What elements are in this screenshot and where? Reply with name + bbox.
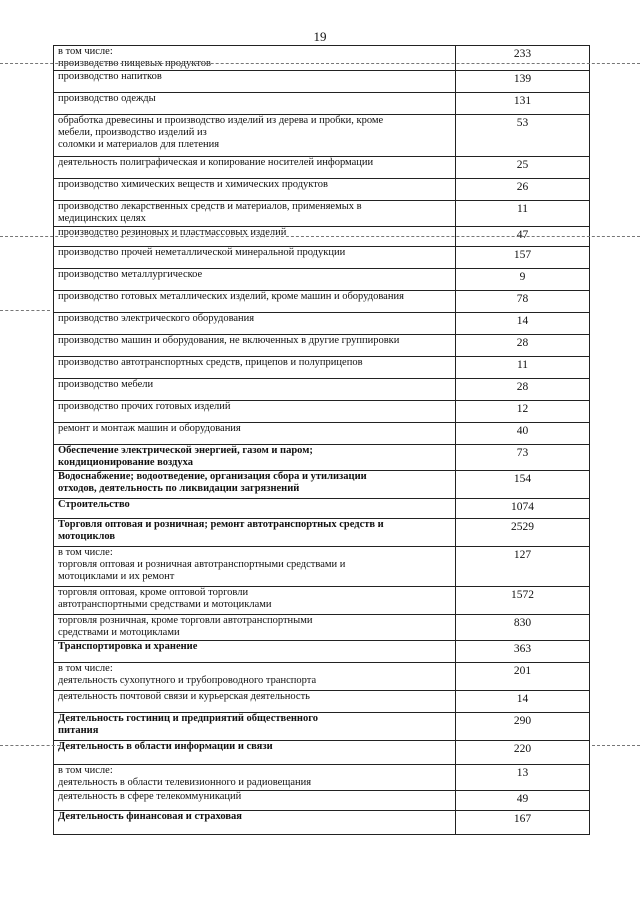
label-line: деятельность в сфере телекоммуникаций bbox=[58, 791, 242, 802]
row-label bbox=[54, 691, 456, 713]
label-line: кондиционирование воздуха bbox=[58, 457, 193, 468]
label-line: производство машин и оборудования, не включенных в другие группировки bbox=[58, 335, 400, 346]
table-row bbox=[54, 811, 590, 835]
label-line: Строительство bbox=[58, 499, 130, 510]
label-line: мебели, производство изделий из bbox=[58, 127, 207, 138]
row-label bbox=[54, 157, 456, 179]
label-line: в том числе: bbox=[58, 765, 113, 776]
table-row bbox=[54, 291, 590, 313]
table-row bbox=[54, 93, 590, 115]
label-line: питания bbox=[58, 725, 99, 736]
label-line: деятельность в области телевизионного и радиовещания bbox=[58, 777, 312, 788]
label-line: производство напитков bbox=[58, 71, 162, 82]
row-value: 167 bbox=[456, 811, 590, 835]
table-row bbox=[54, 615, 590, 641]
table-row bbox=[54, 401, 590, 423]
label-line: ремонт и монтаж машин и оборудования bbox=[58, 423, 241, 434]
row-label bbox=[54, 641, 456, 663]
row-label bbox=[54, 179, 456, 201]
page-number: 19 bbox=[313, 29, 327, 44]
row-value: 363 bbox=[456, 641, 590, 663]
row-value: 78 bbox=[456, 291, 590, 313]
label-line: соломки и материалов для плетения bbox=[58, 139, 220, 150]
label-line: деятельность почтовой связи и курьерская деятельность bbox=[58, 691, 310, 702]
row-value: 127 bbox=[456, 547, 590, 587]
label-line: Водоснабжение; водоотведение, организация сбора и утилизации bbox=[58, 471, 367, 482]
statistics-table bbox=[53, 45, 590, 835]
row-label bbox=[54, 445, 456, 471]
table-row bbox=[54, 247, 590, 269]
row-value: 233 bbox=[456, 46, 590, 71]
row-label bbox=[54, 499, 456, 519]
label-line: автотранспортными средствами и мотоциклами bbox=[58, 599, 272, 610]
table-row bbox=[54, 201, 590, 227]
table-row bbox=[54, 713, 590, 741]
row-value: 14 bbox=[456, 691, 590, 713]
row-label bbox=[54, 713, 456, 741]
label-line: производство прочей неметаллической минеральной продукции bbox=[58, 247, 346, 258]
table-row bbox=[54, 179, 590, 201]
row-label bbox=[54, 471, 456, 499]
row-value: 11 bbox=[456, 201, 590, 227]
row-label bbox=[54, 587, 456, 615]
label-line: мотоциклами и их ремонт bbox=[58, 571, 175, 582]
row-value: 12 bbox=[456, 401, 590, 423]
label-line: Деятельность в области информации и связи bbox=[58, 741, 273, 752]
row-value: 157 bbox=[456, 247, 590, 269]
row-value: 154 bbox=[456, 471, 590, 499]
label-line: производство электрического оборудования bbox=[58, 313, 255, 324]
row-label bbox=[54, 379, 456, 401]
label-line: Транспортировка и хранение bbox=[58, 641, 198, 652]
label-line: отходов, деятельность по ликвидации загрязнений bbox=[58, 483, 300, 494]
label-line: деятельность сухопутного и трубопроводного транспорта bbox=[58, 675, 317, 686]
label-line: торговля розничная, кроме торговли автотранспортными bbox=[58, 615, 313, 626]
row-label bbox=[54, 791, 456, 811]
table-row bbox=[54, 46, 590, 71]
label-line: производство готовых металлических изделий, кроме машин и оборудования bbox=[58, 291, 404, 302]
table-row bbox=[54, 157, 590, 179]
label-line: производство мебели bbox=[58, 379, 154, 390]
row-value: 830 bbox=[456, 615, 590, 641]
row-label bbox=[54, 46, 456, 71]
label-line: производство автотранспортных средств, прицепов и полуприцепов bbox=[58, 357, 363, 368]
row-value: 290 bbox=[456, 713, 590, 741]
row-label bbox=[54, 93, 456, 115]
row-value: 201 bbox=[456, 663, 590, 691]
row-label bbox=[54, 519, 456, 547]
row-value: 47 bbox=[456, 227, 590, 247]
table-row bbox=[54, 379, 590, 401]
table-row bbox=[54, 741, 590, 765]
row-value: 9 bbox=[456, 269, 590, 291]
label-line: Обеспечение электрической энергией, газом и паром; bbox=[58, 445, 313, 456]
table-row bbox=[54, 547, 590, 587]
scan-artifact-line bbox=[0, 63, 640, 64]
label-line: производство одежды bbox=[58, 93, 156, 104]
label-line: средствами и мотоциклами bbox=[58, 627, 180, 638]
table-row bbox=[54, 641, 590, 663]
table-row bbox=[54, 471, 590, 499]
label-line: производство химических веществ и химических продуктов bbox=[58, 179, 328, 190]
label-line: мотоциклов bbox=[58, 531, 116, 542]
label-line: медицинских целях bbox=[58, 213, 146, 224]
row-label bbox=[54, 335, 456, 357]
row-label bbox=[54, 291, 456, 313]
row-label bbox=[54, 547, 456, 587]
row-label bbox=[54, 115, 456, 157]
label-line: деятельность полиграфическая и копирование носителей информации bbox=[58, 157, 374, 168]
table-row bbox=[54, 587, 590, 615]
label-line: в том числе: bbox=[58, 547, 113, 558]
table-row bbox=[54, 335, 590, 357]
row-value: 28 bbox=[456, 335, 590, 357]
label-line: в том числе: bbox=[58, 663, 113, 674]
row-value: 28 bbox=[456, 379, 590, 401]
table-row bbox=[54, 423, 590, 445]
row-label bbox=[54, 423, 456, 445]
label-line: производство пищевых продуктов bbox=[58, 58, 211, 69]
table-row bbox=[54, 313, 590, 335]
row-value: 14 bbox=[456, 313, 590, 335]
label-line: торговля оптовая, кроме оптовой торговли bbox=[58, 587, 249, 598]
label-line: Торговля оптовая и розничная; ремонт автотранспортных средств и bbox=[58, 519, 384, 530]
row-value: 26 bbox=[456, 179, 590, 201]
table-row bbox=[54, 499, 590, 519]
scan-artifact-line bbox=[592, 745, 640, 746]
row-label bbox=[54, 811, 456, 835]
row-label bbox=[54, 269, 456, 291]
label-line: в том числе: bbox=[58, 46, 113, 57]
label-line: Деятельность финансовая и страховая bbox=[58, 811, 242, 822]
scan-artifact-line bbox=[0, 745, 60, 746]
row-label bbox=[54, 247, 456, 269]
row-label bbox=[54, 401, 456, 423]
row-value: 40 bbox=[456, 423, 590, 445]
row-value: 220 bbox=[456, 741, 590, 765]
row-value: 25 bbox=[456, 157, 590, 179]
row-label bbox=[54, 741, 456, 765]
table-row bbox=[54, 663, 590, 691]
label-line: Деятельность гостиниц и предприятий общественного bbox=[58, 713, 318, 724]
row-value: 53 bbox=[456, 115, 590, 157]
label-line: производство лекарственных средств и материалов, применяемых в bbox=[58, 201, 362, 212]
table-row bbox=[54, 791, 590, 811]
row-label bbox=[54, 663, 456, 691]
row-value: 11 bbox=[456, 357, 590, 379]
table-row bbox=[54, 519, 590, 547]
table-row bbox=[54, 765, 590, 791]
label-line: производство прочих готовых изделий bbox=[58, 401, 231, 412]
table-row bbox=[54, 269, 590, 291]
row-label bbox=[54, 201, 456, 227]
row-value: 13 bbox=[456, 765, 590, 791]
row-label bbox=[54, 765, 456, 791]
label-line: обработка древесины и производство изделий из дерева и пробки, кроме bbox=[58, 115, 384, 126]
table-row bbox=[54, 691, 590, 713]
scan-artifact-line bbox=[0, 310, 50, 311]
table-row bbox=[54, 357, 590, 379]
label-line: производство металлургическое bbox=[58, 269, 203, 280]
row-value: 2529 bbox=[456, 519, 590, 547]
row-value: 73 bbox=[456, 445, 590, 471]
table-row bbox=[54, 115, 590, 157]
row-label bbox=[54, 71, 456, 93]
row-label bbox=[54, 313, 456, 335]
row-label bbox=[54, 357, 456, 379]
label-line: торговля оптовая и розничная автотранспортными средствами и bbox=[58, 559, 346, 570]
row-value: 1074 bbox=[456, 499, 590, 519]
row-value: 49 bbox=[456, 791, 590, 811]
label-line: производство резиновых и пластмассовых изделий bbox=[58, 227, 287, 238]
scan-artifact-line bbox=[0, 236, 640, 237]
row-value: 131 bbox=[456, 93, 590, 115]
row-label bbox=[54, 615, 456, 641]
table-row bbox=[54, 71, 590, 93]
row-value: 1572 bbox=[456, 587, 590, 615]
row-value: 139 bbox=[456, 71, 590, 93]
table-row bbox=[54, 445, 590, 471]
